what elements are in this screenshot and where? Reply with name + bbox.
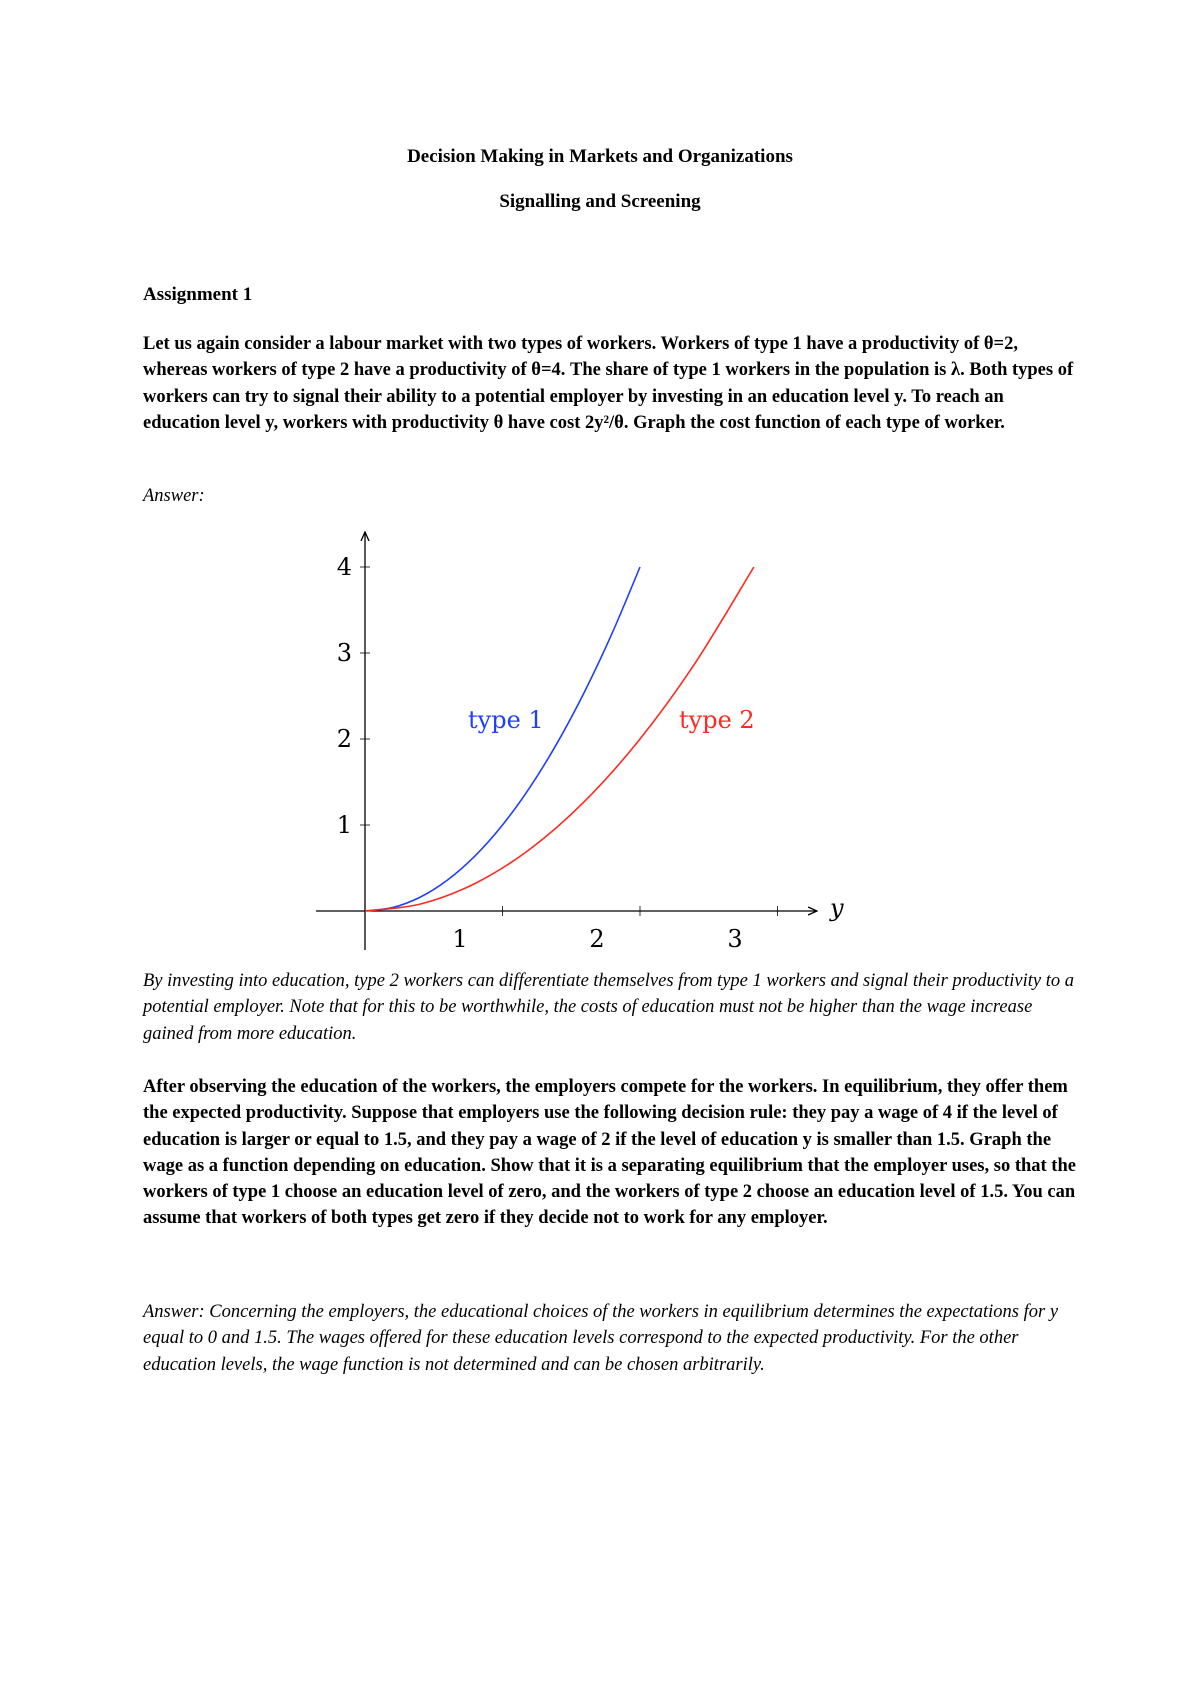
x-tick-label-3: 3 <box>727 925 743 953</box>
document-subtitle: Signalling and Screening <box>499 191 701 212</box>
series-lines <box>365 567 754 911</box>
document-title: Decision Making in Markets and Organizations <box>407 146 793 167</box>
y-tick-label-2: 2 <box>336 725 352 753</box>
axis-ticks <box>360 567 778 916</box>
y-tick-label-1: 1 <box>336 811 352 839</box>
question-2-paragraph: After observing the education of the workers, the employers compete for the workers. In equilibrium, they offer them the expected productivity. Suppose that employers use the following decision rule: they pay a wage of 4 if the level of education is larger or equal to 1.5, and they pay a wage of 2 if the level of education y is smaller than 1.5. Graph the wage as a function depending on education. Show that it is a separating equilibrium that the employer uses, so that the workers of type 1 choose an education level of zero, and the workers of type 2 choose an education level of 1.5. You can assume that workers of both types get zero if they decide not to work for any employer. <box>143 1077 1076 1229</box>
assignment-heading: Assignment 1 <box>143 284 253 305</box>
series-line-type-1 <box>365 567 640 911</box>
y-tick-label-3: 3 <box>336 639 352 667</box>
answer-1-paragraph: By investing into education, type 2 workers can differentiate themselves from type 1 workers and signal their productivity to a potential employer. Note that for this to be worthwhile, the costs of education must not be higher than the wage increase gained from more education. <box>143 971 1074 1044</box>
x-tick-label-1: 1 <box>452 925 468 953</box>
cost-function-chart <box>310 520 850 960</box>
x-axis-label: y <box>830 894 844 922</box>
question-1-paragraph: Let us again consider a labour market with two types of workers. Workers of type 1 have a productivity of θ=2, whereas workers of type 2 have a productivity of θ=4. The share of type 1 workers in the population is λ. Both types of workers can try to signal their ability to a potential employer by investing in an education level y. To reach an education level y, workers with productivity θ have cost 2y²/θ. Graph the cost function of each type of worker. <box>143 334 1074 433</box>
answer-label: Answer: <box>143 486 205 506</box>
answer-2-paragraph: Answer: Concerning the employers, the educational choices of the workers in equilibrium determines the expectations for y equal to 0 and 1.5. The wages offered for these education levels correspond to the expected productivity. For the other education levels, the wage function is not determined and can be chosen arbitrarily. <box>143 1302 1059 1375</box>
series-label-type-2: type 2 <box>679 706 755 734</box>
x-tick-label-2: 2 <box>589 925 605 953</box>
y-tick-label-4: 4 <box>336 553 352 581</box>
series-label-type-1: type 1 <box>468 706 544 734</box>
